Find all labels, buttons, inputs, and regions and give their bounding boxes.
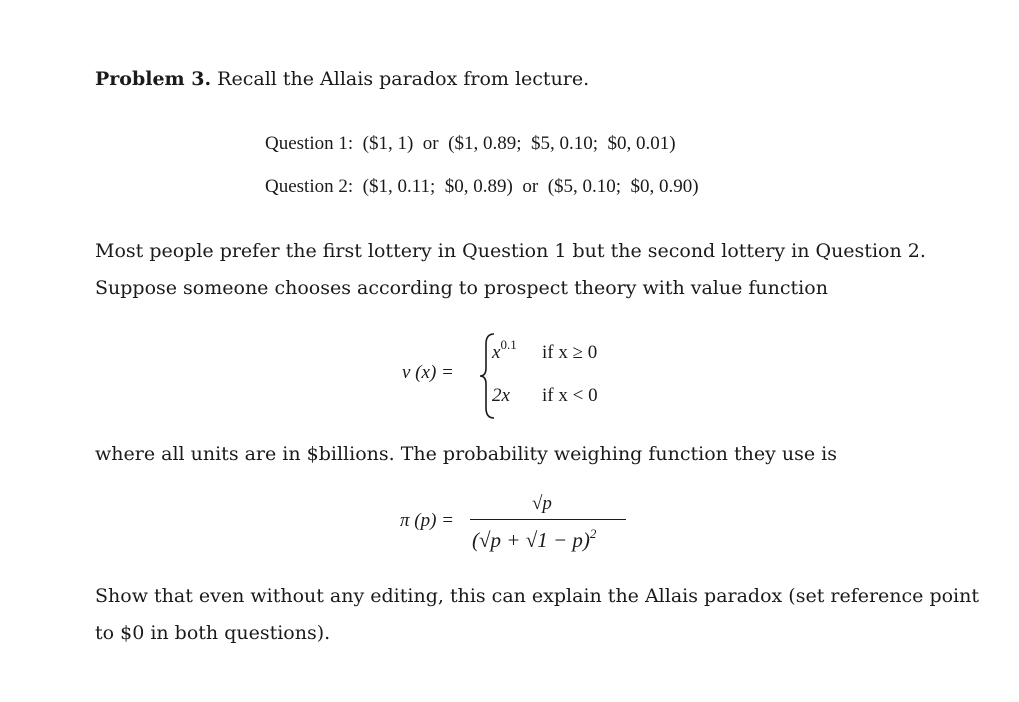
problem-header <box>95 68 589 90</box>
paragraph-2: where all units are in $billions. The probability weighing function they use is <box>95 443 837 465</box>
value-case-1 <box>492 337 517 364</box>
question-2 <box>265 176 699 198</box>
weighting-denominator <box>472 528 596 553</box>
weighting-numerator: √p <box>532 493 552 514</box>
value-case-1-condition: if x ≥ 0 <box>542 342 598 363</box>
question-2-expr: ($1, 0.11; $0, 0.89) or ($5, 0.10; $0, 0.90) <box>362 176 699 197</box>
weighting-denominator-expr: (√p + √1 − p) <box>472 528 590 552</box>
question-1 <box>265 133 676 155</box>
problem-intro: Recall the Allais paradox from lecture. <box>217 68 590 90</box>
weighting-function-lhs: π (p) = <box>400 510 454 531</box>
value-case-1-exponent: 0.1 <box>500 337 517 352</box>
paragraph-3-line-1: Show that even without any editing, this can explain the Allais paradox (set reference point <box>95 585 980 607</box>
paragraph-1-line-2: Suppose someone chooses according to prospect theory with value function <box>95 277 828 299</box>
problem-label: Problem 3. <box>95 68 212 90</box>
value-case-1-expr: x <box>492 342 501 363</box>
question-2-label: Question 2: <box>265 176 354 197</box>
value-case-2-expr: 2x <box>492 385 510 406</box>
fraction-bar <box>470 519 626 520</box>
question-1-label: Question 1: <box>265 133 354 154</box>
value-function-lhs: v (x) = <box>402 362 454 383</box>
paragraph-1-line-1: Most people prefer the first lottery in Question 1 but the second lottery in Question 2. <box>95 240 926 262</box>
weighting-exponent: 2 <box>589 526 597 541</box>
question-1-expr: ($1, 1) or ($1, 0.89; $5, 0.10; $0, 0.01) <box>362 133 676 154</box>
paragraph-3-line-2: to $0 in both questions). <box>95 622 331 644</box>
value-case-2-condition: if x < 0 <box>542 385 598 406</box>
